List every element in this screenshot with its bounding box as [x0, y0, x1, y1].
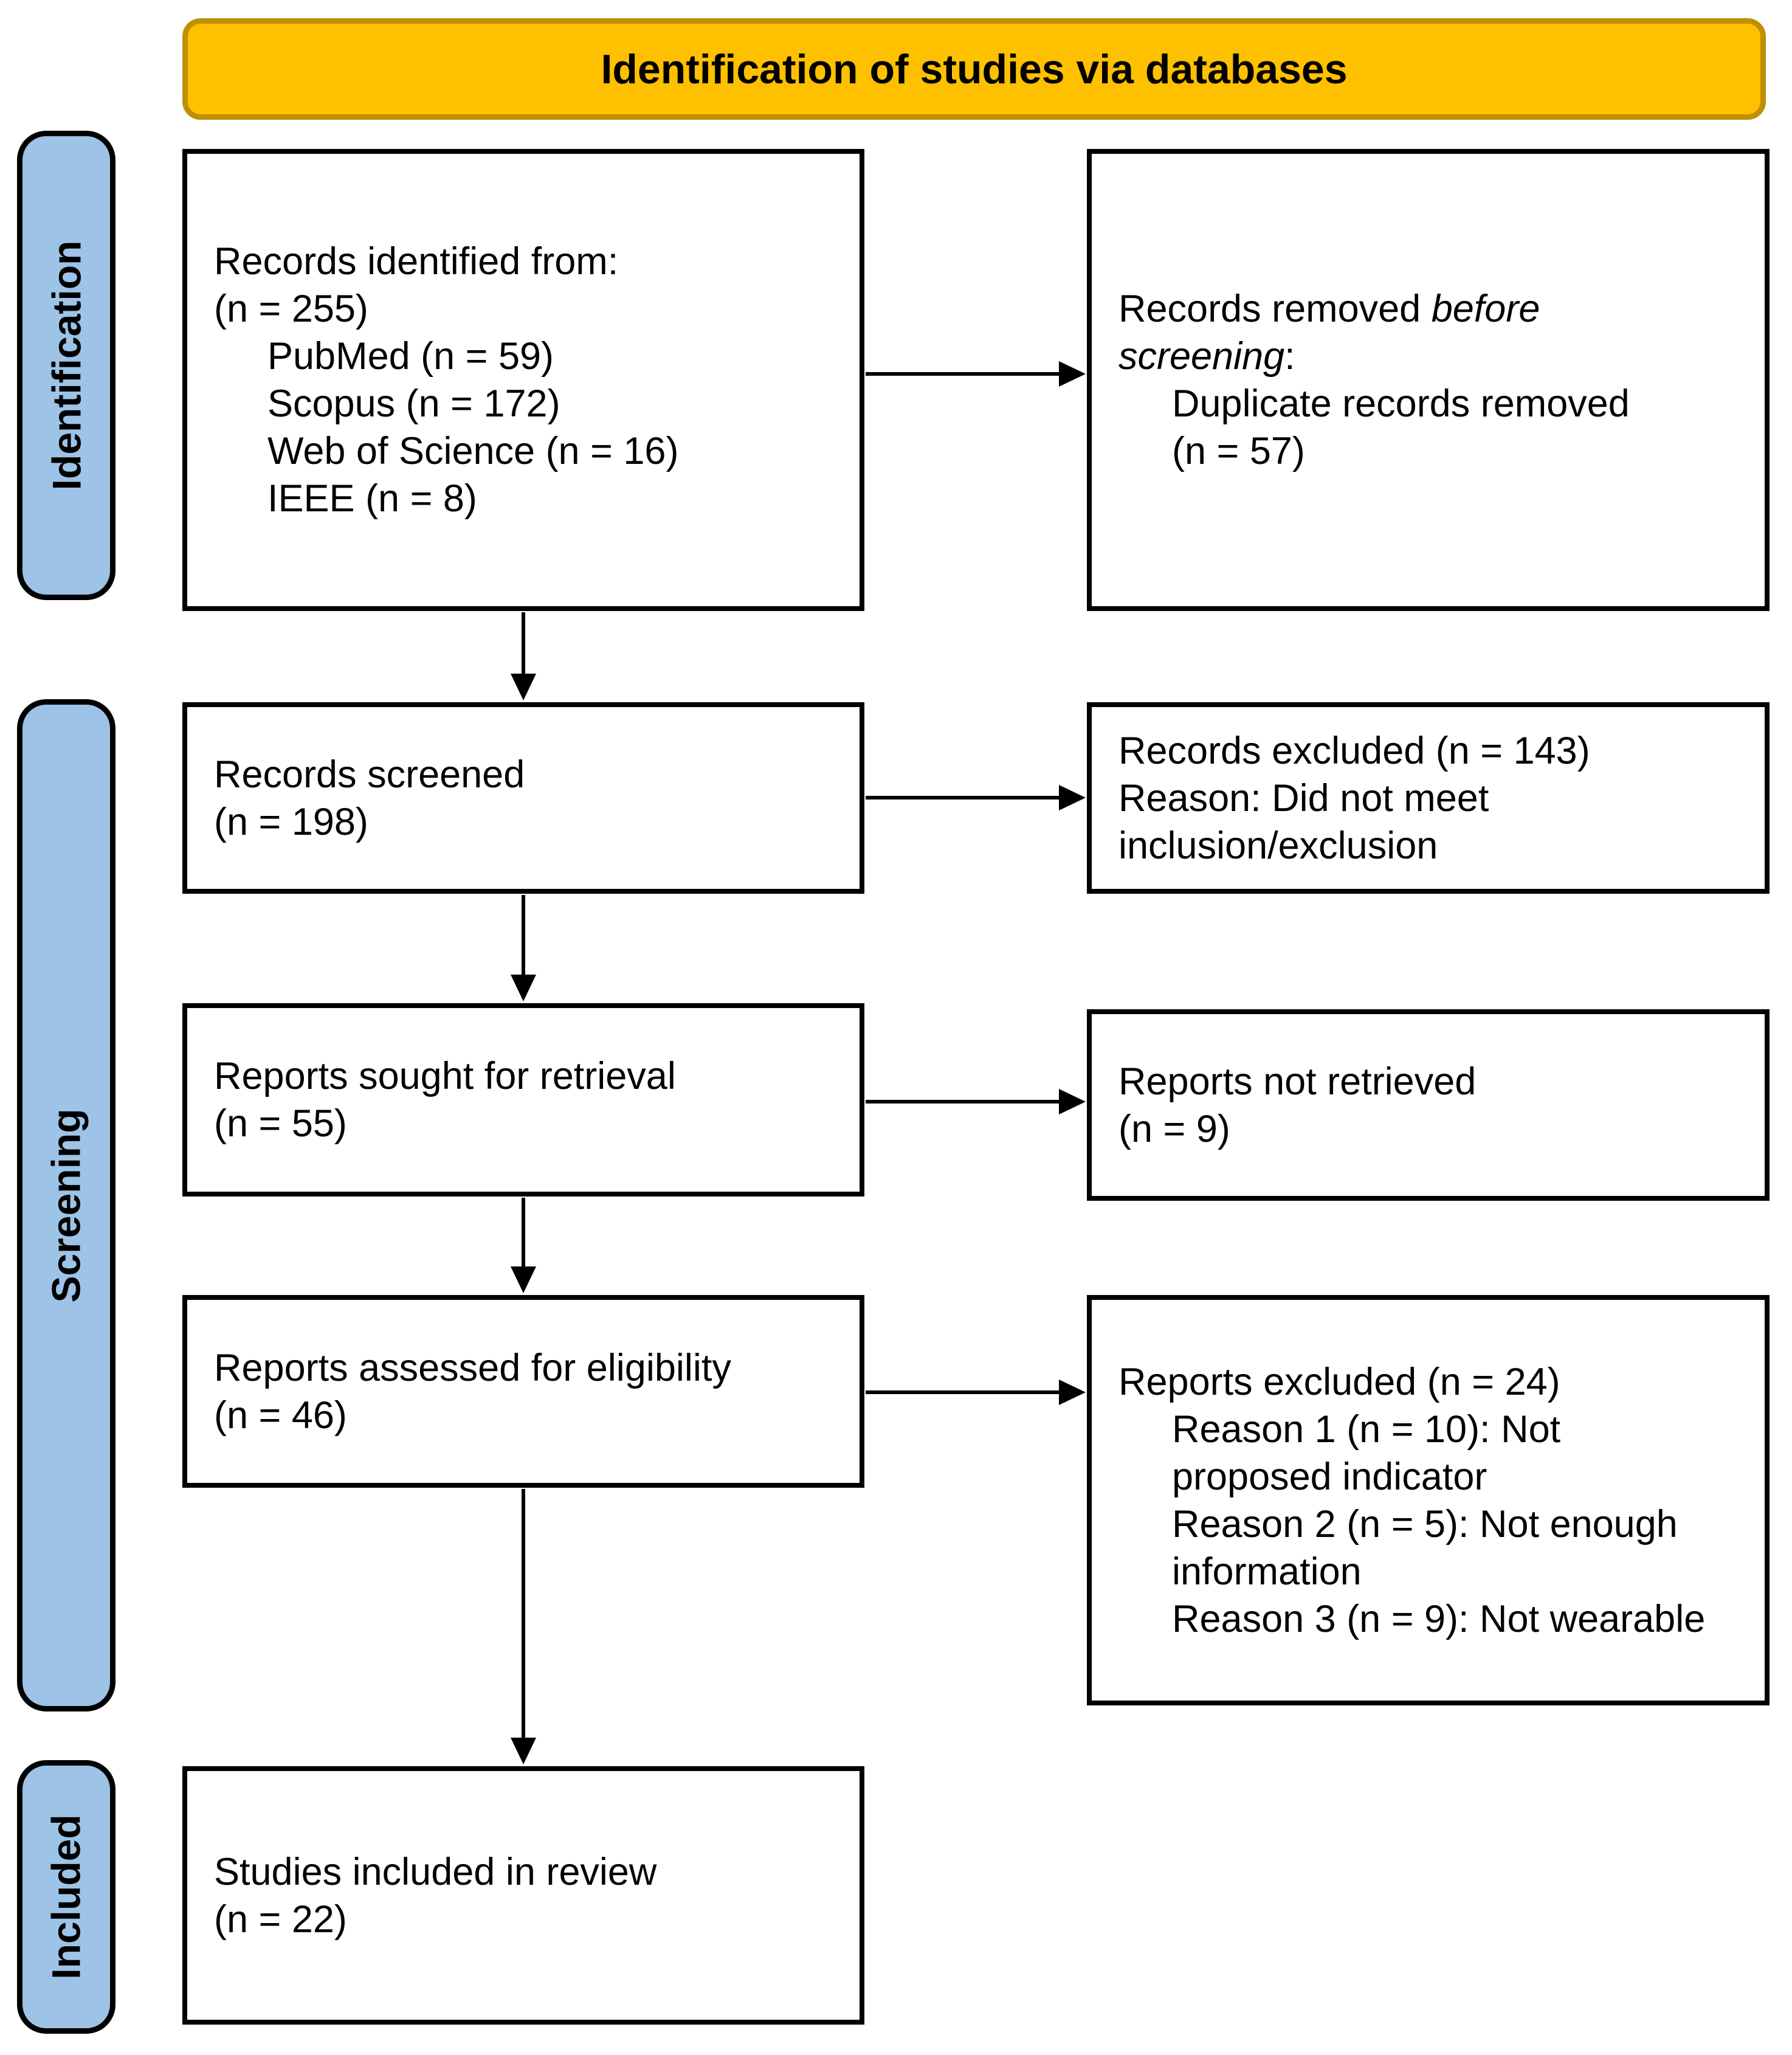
text-line: Reason 2 (n = 5): Not enough: [1172, 1502, 1678, 1546]
text-line: (n = 22): [214, 1898, 347, 1941]
arrow-assessed-to-included: [511, 1489, 536, 1764]
banner-identification-via-databases: [182, 18, 1766, 120]
text-line: (n = 46): [214, 1394, 347, 1437]
text-segment-italic: screening: [1118, 335, 1285, 378]
stage-label-identification: [17, 131, 115, 600]
text-line: IEEE (n = 8): [267, 477, 477, 520]
text-line: Reason 1 (n = 10): Not: [1172, 1407, 1561, 1451]
text-line: Reason 3 (n = 9): Not wearable: [1172, 1597, 1706, 1640]
arrow-screened-to-excluded: [866, 785, 1086, 810]
text-line: (n = 57): [1172, 430, 1305, 472]
box-reports-not-retrieved: [1087, 1009, 1770, 1201]
stage-label-screening-text: Screening: [44, 1108, 89, 1303]
text-line: Duplicate records removed: [1172, 382, 1630, 425]
text-line: (n = 55): [214, 1102, 347, 1145]
box-reports-excluded: [1087, 1295, 1770, 1705]
arrow-sought-to-assessed: [511, 1198, 536, 1293]
text-line: information: [1172, 1550, 1362, 1593]
text-line: PubMed (n = 59): [267, 335, 554, 378]
text-line: Reports excluded (n = 24): [1118, 1360, 1560, 1403]
text-line: proposed indicator: [1172, 1455, 1487, 1498]
text-segment: :: [1284, 335, 1295, 378]
box-records-excluded: [1087, 702, 1770, 894]
arrow-screened-to-sought: [511, 895, 536, 1001]
text-line: [1118, 333, 1759, 380]
box-records-screened: [182, 702, 864, 894]
text-line: Records identified from:: [214, 240, 619, 283]
text-line: Records screened: [214, 753, 525, 796]
text-line: (n = 255): [214, 288, 368, 330]
text-line: (n = 198): [214, 800, 368, 843]
text-line: Reports not retrieved: [1118, 1060, 1477, 1103]
text-line: (n = 9): [1118, 1107, 1230, 1150]
text-segment-italic: before: [1431, 288, 1540, 330]
arrow-assessed-to-reports-excluded: [866, 1380, 1086, 1405]
box-reports-sought: [182, 1003, 864, 1197]
text-line: Reports sought for retrieval: [214, 1055, 676, 1097]
stage-label-screening: [17, 699, 115, 1711]
text-line: Reason: Did not meet: [1118, 776, 1489, 820]
box-reports-assessed: [182, 1295, 864, 1488]
box-records-removed-before-screening: [1087, 149, 1770, 611]
box-records-identified: [182, 149, 864, 611]
banner-title: Identification of studies via databases: [601, 46, 1348, 92]
text-segment: Records removed: [1118, 288, 1432, 330]
text-line: Scopus (n = 172): [267, 382, 560, 425]
box-studies-included: [182, 1766, 864, 2025]
stage-label-included: [17, 1760, 115, 2034]
arrow-identified-to-removed: [866, 361, 1086, 387]
text-line: [1118, 285, 1759, 333]
arrow-identified-to-screened: [511, 612, 536, 700]
stage-label-included-text: Included: [44, 1814, 89, 1980]
text-line: Records excluded (n = 143): [1118, 729, 1590, 772]
text-line: inclusion/exclusion: [1118, 824, 1438, 867]
text-line: Web of Science (n = 16): [267, 430, 679, 472]
arrow-sought-to-not-retrieved: [866, 1089, 1086, 1114]
stage-label-identification-text: Identification: [44, 240, 89, 491]
text-line: Reports assessed for eligibility: [214, 1346, 731, 1389]
text-line: Studies included in review: [214, 1850, 657, 1893]
